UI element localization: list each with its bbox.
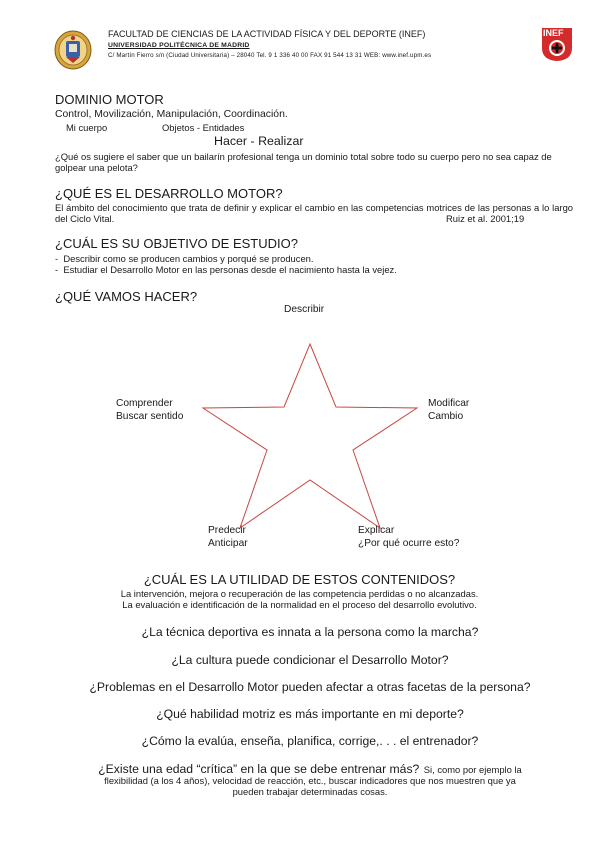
desarrollo-title: ¿QUÉ ES EL DESARROLLO MOTOR? — [55, 186, 283, 201]
desarrollo-cite: Ruiz et al. 2001;19 — [446, 213, 525, 224]
mi-cuerpo-label: Mi cuerpo — [66, 122, 108, 133]
inef-logo-text: INEF — [543, 28, 564, 38]
objetivo-item-2: - Estudiar el Desarrollo Motor en las personas desde el nacimiento hasta la vejez. — [55, 264, 397, 275]
utilidad-line2: La evaluación e identificación de la normalidad en el proceso del desarrollo evolutivo. — [122, 599, 477, 610]
university-seal-logo — [54, 30, 92, 70]
address-line: C/ Martín Fierro s/n (Ciudad Universitaria) – 28040 Tel. 9 1 336 40 00 FAX 91 544 13 31 WEB: www.inef.upm.es — [108, 52, 432, 59]
hacer-label: Hacer - Realizar — [214, 134, 304, 148]
utilidad-title: ¿CUÁL ES LA UTILIDAD DE ESTOS CONTENIDOS? — [143, 572, 456, 587]
inef-logo — [540, 26, 574, 62]
predecir-sub: Anticipar — [208, 538, 248, 549]
critica-answer-a: Si, como por ejemplo la — [423, 764, 522, 775]
question-4: ¿Qué habilidad motriz es más importante en mi deporte? — [156, 707, 464, 721]
objetivo-item-2-text: Estudiar el Desarrollo Motor en las personas desde el nacimiento hasta la vejez. — [63, 264, 397, 275]
objetivo-item-1-text: Describir como se producen cambios y porqué se producen. — [63, 253, 314, 264]
comprender-label: Comprender — [116, 398, 173, 409]
objetivo-item-1: - Describir como se producen cambios y porqué se producen. — [55, 253, 314, 264]
dominio-question: ¿Qué os sugiere el saber que un bailarín profesional tenga un dominio total sobre todo su cuerpo pero no sea capaz de golpear una pelota? — [55, 151, 552, 173]
faculty-name: FACULTAD DE CIENCIAS DE LA ACTIVIDAD FÍSICA Y DEL DEPORTE (INEF) — [108, 29, 426, 39]
question-3: ¿Problemas en el Desarrollo Motor pueden afectar a otras facetas de la persona? — [89, 680, 531, 694]
star-shape — [203, 344, 417, 528]
critica-answer-c: pueden trabajar determinadas cosas. — [232, 786, 388, 797]
utilidad-line1: La intervención, mejora o recuperación de las competencia perdidas o no alcanzadas. — [120, 588, 479, 599]
university-name: UNIVERSIDAD POLITÉCNICA DE MADRID — [108, 42, 250, 49]
vamos-title: ¿QUÉ VAMOS HACER? — [55, 289, 198, 304]
critica-answer-b: flexibilidad (a los 4 años), velocidad de reacción, etc., buscar indicadores que nos muestren que ya — [104, 775, 516, 786]
modificar-sub: Cambio — [428, 411, 464, 422]
desarrollo-text: El ámbito del conocimiento que trata de definir y explicar el cambio en las competencias motrices de las personas a lo largo del Ciclo Vital. — [55, 202, 573, 224]
question-1: ¿La técnica deportiva es innata a la persona como la marcha? — [141, 625, 479, 639]
critica-question: ¿Existe una edad “crítica” en la que se debe entrenar más? — [98, 762, 420, 776]
modificar-label: Modificar — [428, 398, 470, 409]
explicar-sub: ¿Por qué ocurre esto? — [358, 538, 460, 549]
dominio-line1: Control, Movilización, Manipulación, Coordinación. — [55, 109, 288, 120]
predecir-label: Predecir — [208, 525, 246, 536]
objetivo-title: ¿CUÁL ES SU OBJETIVO DE ESTUDIO? — [55, 236, 298, 251]
comprender-sub: Buscar sentido — [116, 411, 184, 422]
question-5: ¿Cómo la evalúa, enseña, planifica, corrige,. . . el entrenador? — [141, 734, 479, 748]
describir-label: Describir — [284, 304, 325, 315]
objetos-label: Objetos - Entidades — [162, 122, 245, 133]
explicar-label: Explicar — [358, 525, 395, 536]
question-2: ¿La cultura puede condicionar el Desarrollo Motor? — [171, 653, 449, 667]
dominio-title: DOMINIO MOTOR — [55, 92, 164, 107]
star-diagram — [190, 340, 430, 540]
